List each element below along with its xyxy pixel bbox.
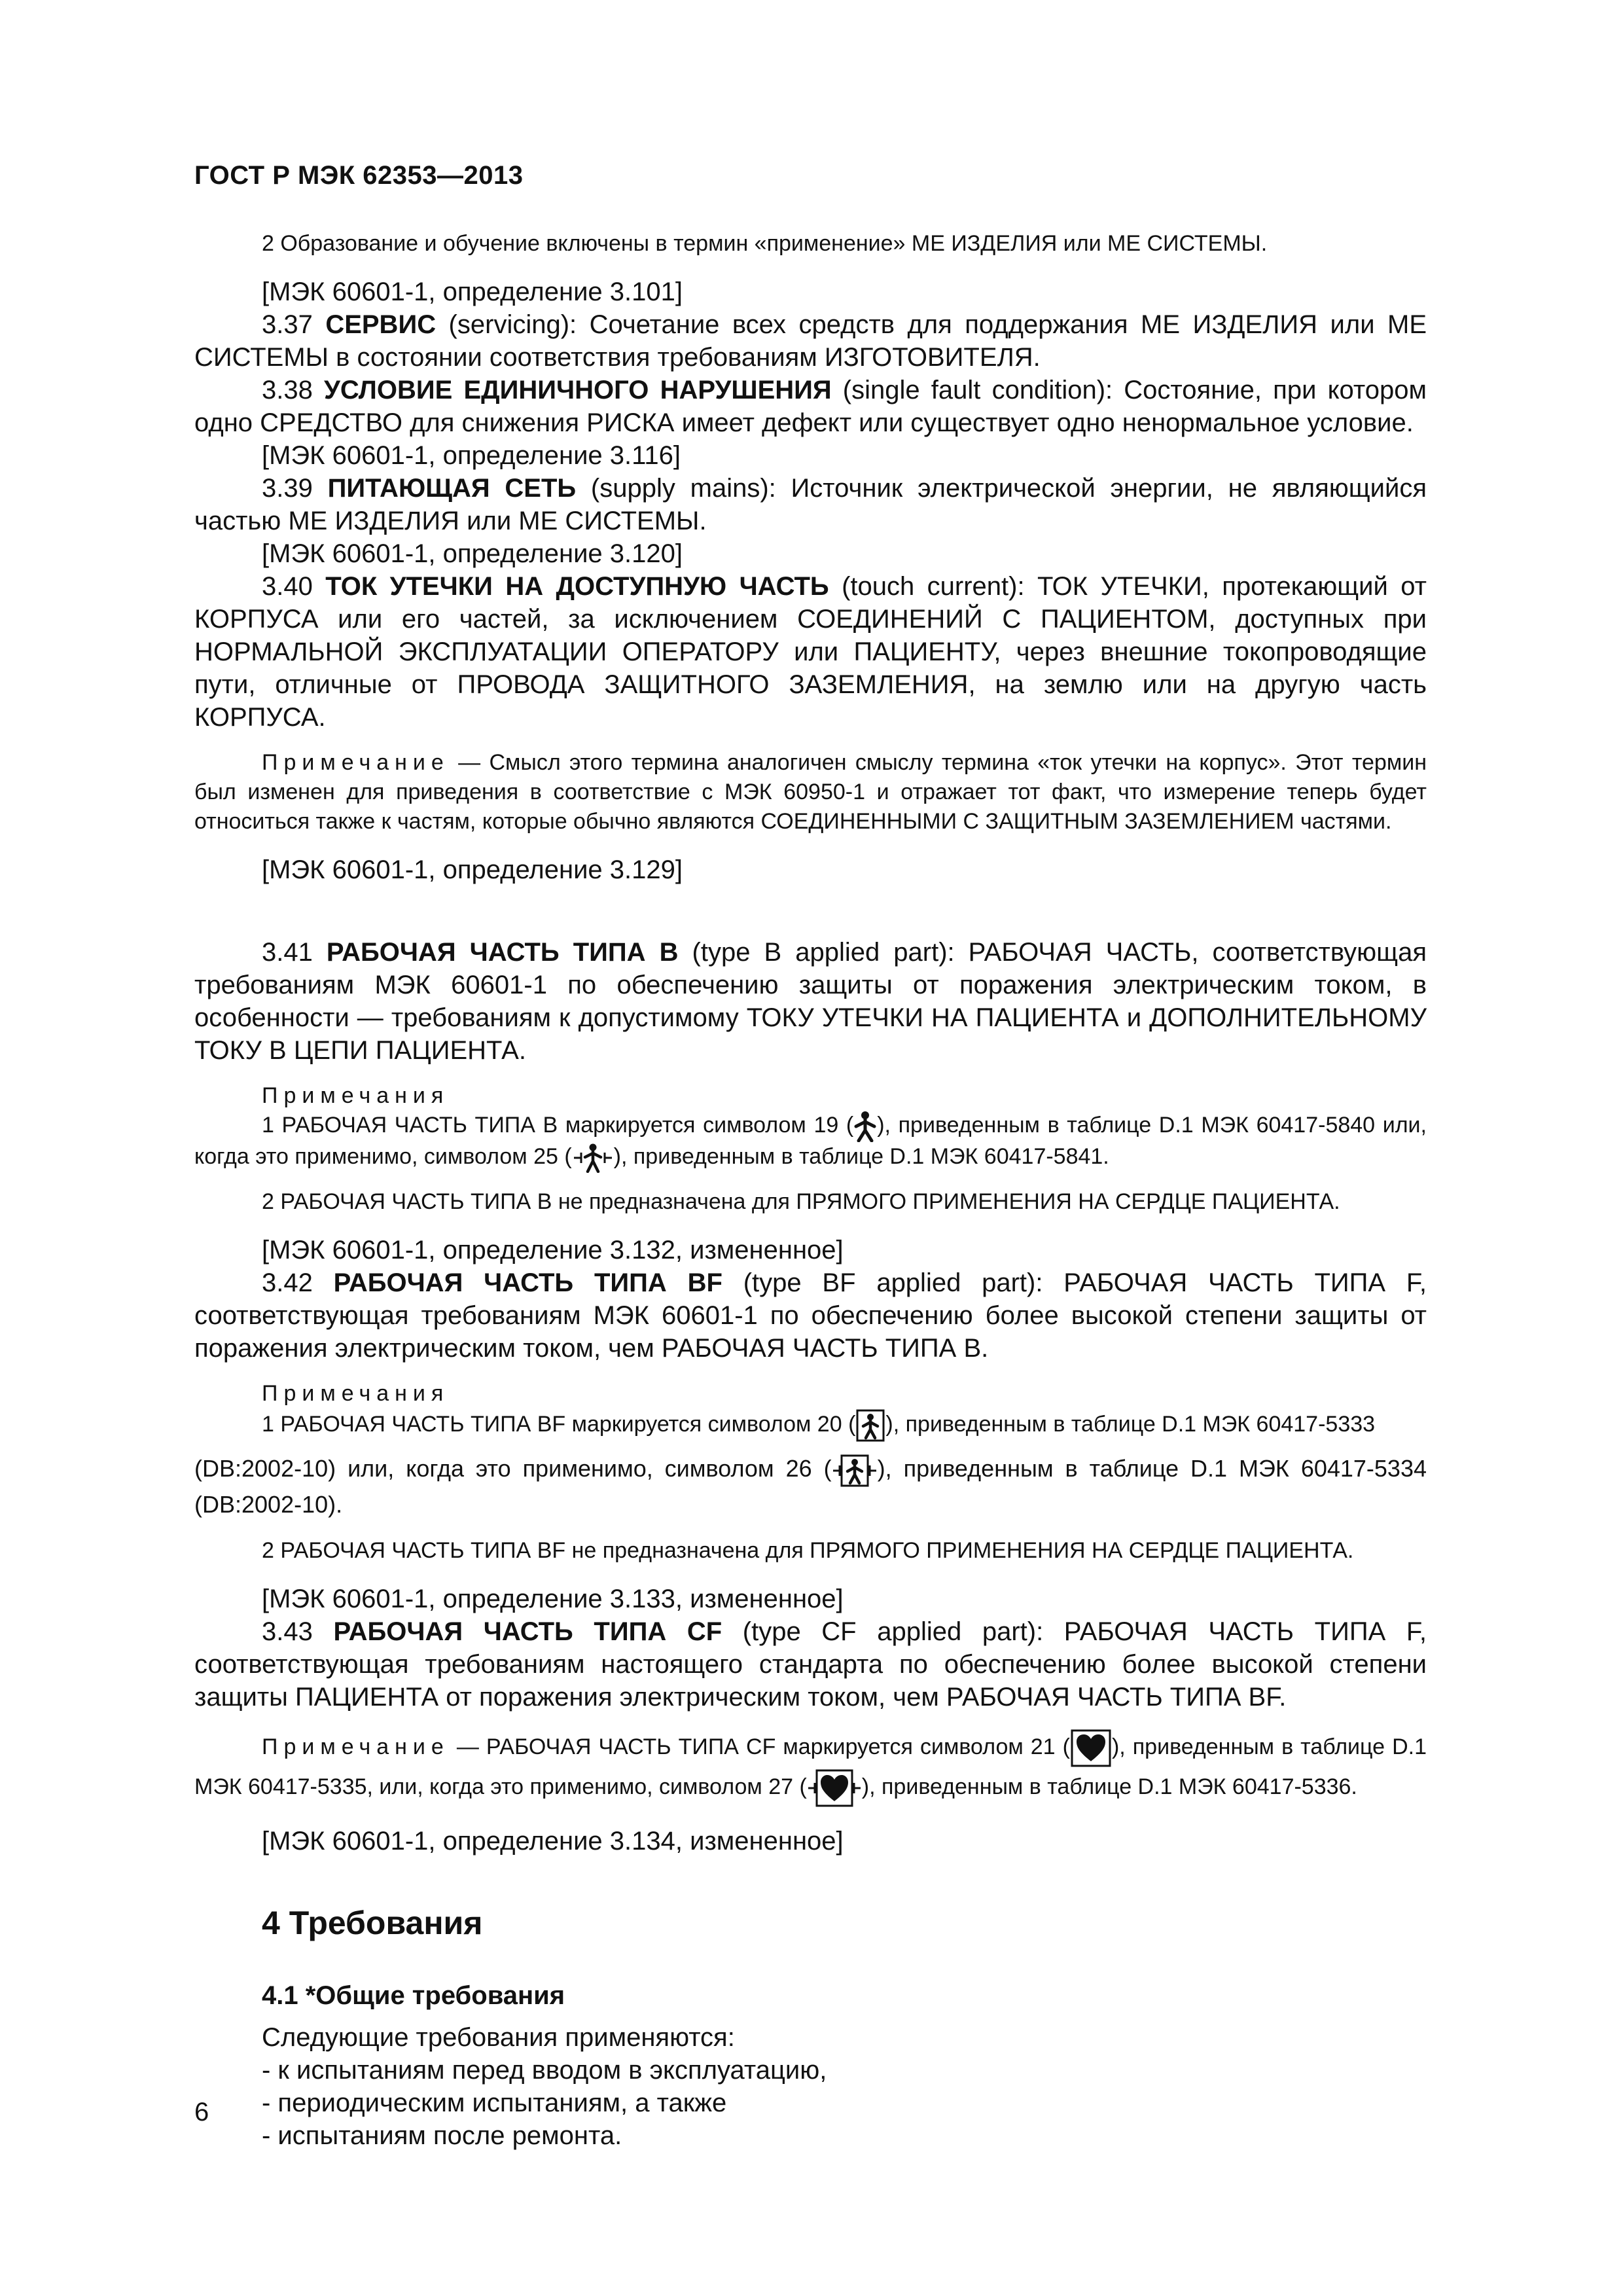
clause-number: 3.40 (262, 572, 326, 601)
section-heading: 4 Требования (262, 1904, 483, 1941)
note-text: ), приведенным в таблице D.1 МЭК 60417-5335, или, когда это применимо, символом 27 ( (194, 1734, 1427, 1799)
type-b-person-icon (853, 1111, 877, 1142)
term: РАБОЧАЯ ЧАСТЬ ТИПА В (326, 938, 679, 967)
term: РАБОЧАЯ ЧАСТЬ ТИПА BF (333, 1268, 722, 1298)
type-bf-defib-proof-icon (832, 1454, 878, 1488)
type-cf-heart-icon (1070, 1729, 1112, 1768)
clause-number: 3.43 (262, 1617, 334, 1646)
note-text: ), приведенным в таблице D.1 МЭК 60417-5840 или, когда это применимо, символом 25 ( (194, 1113, 1427, 1170)
definition-text: (type B applied part): РАБОЧАЯ ЧАСТЬ, соответствующая требованиям МЭК 60601-1 по обеспечению защиты от поражения электрическим током, в особенности — требованиям к допустимому ТОКУ УТЕЧКИ НА ПАЦИЕНТА и ДОПОЛНИТЕЛЬНОМУ ТОКУ В ЦЕПИ ПАЦИЕНТА. (194, 938, 1427, 1065)
term: ТОК УТЕЧКИ НА ДОСТУПНУЮ ЧАСТЬ (325, 572, 829, 601)
reference-line: [МЭК 60601-1, определение 3.101] (262, 278, 683, 306)
document-body (194, 229, 1427, 2152)
note-text: — РАБОЧАЯ ЧАСТЬ ТИПА CF маркируется символом 21 ( (449, 1734, 1070, 1759)
list-item: - периодическим испытаниям, а также (262, 2088, 727, 2117)
type-cf-defib-proof-icon (807, 1768, 862, 1808)
notes-heading (194, 1081, 1427, 1111)
note-label: Примечания (262, 1381, 450, 1407)
clause-number: 3.42 (262, 1268, 334, 1298)
term: УСЛОВИЕ ЕДИНИЧНОГО НАРУШЕНИЯ (324, 376, 832, 404)
note-text: — Смысл этого термина аналогичен смыслу термина «ток утечки на корпус». Этот термин был изменен для приведения в соответствие с МЭК 60950-1 и отражает тот факт, что измерение теперь будет относиться также к частям, которые обычно являются СОЕДИНЕННЫМИ С ЗАЩИТНЫМ ЗАЗЕМЛЕНИЕМ частями. (194, 750, 1427, 834)
reference-line: [МЭК 60601-1, определение 3.129] (262, 855, 683, 884)
note-text: 1 РАБОЧАЯ ЧАСТЬ ТИПА BF маркируется символом 20 ( (262, 1412, 856, 1437)
note-text: (DB:2002-10) или, когда это применимо, символом 26 ( (194, 1455, 832, 1482)
note-label: Примечания (262, 1083, 450, 1108)
definition-3-40 (194, 570, 1427, 734)
page-number: 6 (194, 2098, 209, 2126)
term: РАБОЧАЯ ЧАСТЬ ТИПА CF (333, 1617, 722, 1646)
type-b-defib-proof-icon (572, 1143, 614, 1173)
definition-3-38 (194, 374, 1427, 439)
definition-text: (type BF applied part): РАБОЧАЯ ЧАСТЬ ТИПА F, соответствующая требованиям МЭК 60601-1 по обеспечению более высокой степени защиты от поражения электрическим током, чем РАБОЧАЯ ЧАСТЬ ТИПА В. (194, 1268, 1427, 1363)
note-paragraph (194, 1452, 1427, 1521)
definition-text: (servicing): Сочетание всех средств для поддержания МЕ ИЗДЕЛИЯ или МЕ СИСТЕМЫ в состоянии соответствия требованиям ИЗГОТОВИТЕЛЯ. (194, 310, 1427, 372)
definition-text: (single fault condition): Состояние, при котором одно СРЕДСТВО для снижения РИСКА имеет дефект или существует одно ненормальное условие. (194, 376, 1427, 437)
note-paragraph: 2 РАБОЧАЯ ЧАСТЬ ТИПА В не предназначена для ПРЯМОГО ПРИМЕНЕНИЯ НА СЕРДЦЕ ПАЦИЕНТА. (262, 1189, 1340, 1215)
note-text: ), приведенным в таблице D.1 МЭК 60417-5841. (613, 1144, 1109, 1170)
list-item: - испытаниям после ремонта. (262, 2121, 622, 2150)
clause-number: 3.37 (262, 310, 326, 339)
note-text: ), приведенным в таблице D.1 МЭК 60417-5333 (885, 1412, 1376, 1437)
reference-line: [МЭК 60601-1, определение 3.116] (262, 441, 681, 470)
type-bf-boxed-person-icon (855, 1408, 885, 1443)
note-paragraph (194, 1408, 1427, 1443)
definition-3-42 (194, 1266, 1427, 1365)
note-paragraph (194, 1111, 1427, 1173)
definition-3-43 (194, 1615, 1427, 1713)
definition-3-37 (194, 308, 1427, 374)
clause-number: 3.39 (262, 474, 328, 503)
note-paragraph: 2 РАБОЧАЯ ЧАСТЬ ТИПА BF не предназначена для ПРЯМОГО ПРИМЕНЕНИЯ НА СЕРДЦЕ ПАЦИЕНТА. (262, 1537, 1354, 1563)
document-header: ГОСТ Р МЭК 62353—2013 (194, 161, 524, 190)
definition-text: (touch current): ТОК УТЕЧКИ, протекающий от КОРПУСА или его частей, за исключением СОЕДИНЕНИЙ С ПАЦИЕНТОМ, доступных при НОРМАЛЬНОЙ ЭКСПЛУАТАЦИИ ОПЕРАТОРУ или ПАЦИЕНТУ, через внешние токопроводящие пути, отличные от ПРОВОДА ЗАЩИТНОГО ЗАЗЕМЛЕНИЯ, на землю или на другую часть КОРПУСА. (194, 572, 1427, 732)
note-text: 1 РАБОЧАЯ ЧАСТЬ ТИПА В маркируется символом 19 ( (262, 1113, 854, 1138)
reference-line: [МЭК 60601-1, определение 3.132, измененное] (262, 1236, 844, 1265)
definition-text: (type CF applied part): РАБОЧАЯ ЧАСТЬ ТИПА F, соответствующая требованиям настоящего стандарта по обеспечению более высокой степени защиты ПАЦИЕНТА от поражения электрическим током, чем РАБОЧАЯ ЧАСТЬ ТИПА BF. (194, 1617, 1427, 1712)
note-label: Примечание (262, 750, 450, 775)
clause-number: 3.38 (262, 376, 325, 404)
term: ПИТАЮЩАЯ СЕТЬ (327, 474, 577, 503)
note-label: Примечание (262, 1734, 450, 1759)
section-intro: Следующие требования применяются: (262, 2022, 735, 2052)
definition-text: (supply mains): Источник электрической энергии, не являющийся частью МЕ ИЗДЕЛИЯ или МЕ СИСТЕМЫ. (194, 474, 1427, 535)
reference-line: [МЭК 60601-1, определение 3.133, измененное] (262, 1584, 844, 1613)
note-paragraph (194, 748, 1427, 836)
notes-heading (194, 1379, 1427, 1408)
clause-number: 3.41 (262, 938, 327, 967)
note-paragraph (194, 1728, 1427, 1808)
definition-3-39 (194, 472, 1427, 537)
note-paragraph: 2 Образование и обучение включены в термин «применение» МЕ ИЗДЕЛИЯ или МЕ СИСТЕМЫ. (262, 231, 1268, 256)
note-text: ), приведенным в таблице D.1 МЭК 60417-5334 (DB:2002-10). (194, 1455, 1427, 1518)
reference-line: [МЭК 60601-1, определение 3.134, измененное] (262, 1826, 844, 1856)
list-item: - к испытаниям перед вводом в эксплуатацию, (262, 2055, 827, 2085)
definition-3-41 (194, 936, 1427, 1067)
note-text: ), приведенным в таблице D.1 МЭК 60417-5336. (861, 1774, 1357, 1799)
reference-line: [МЭК 60601-1, определение 3.120] (262, 539, 683, 568)
subsection-heading: 4.1 *Общие требования (262, 1981, 565, 2010)
term: СЕРВИС (325, 310, 437, 339)
